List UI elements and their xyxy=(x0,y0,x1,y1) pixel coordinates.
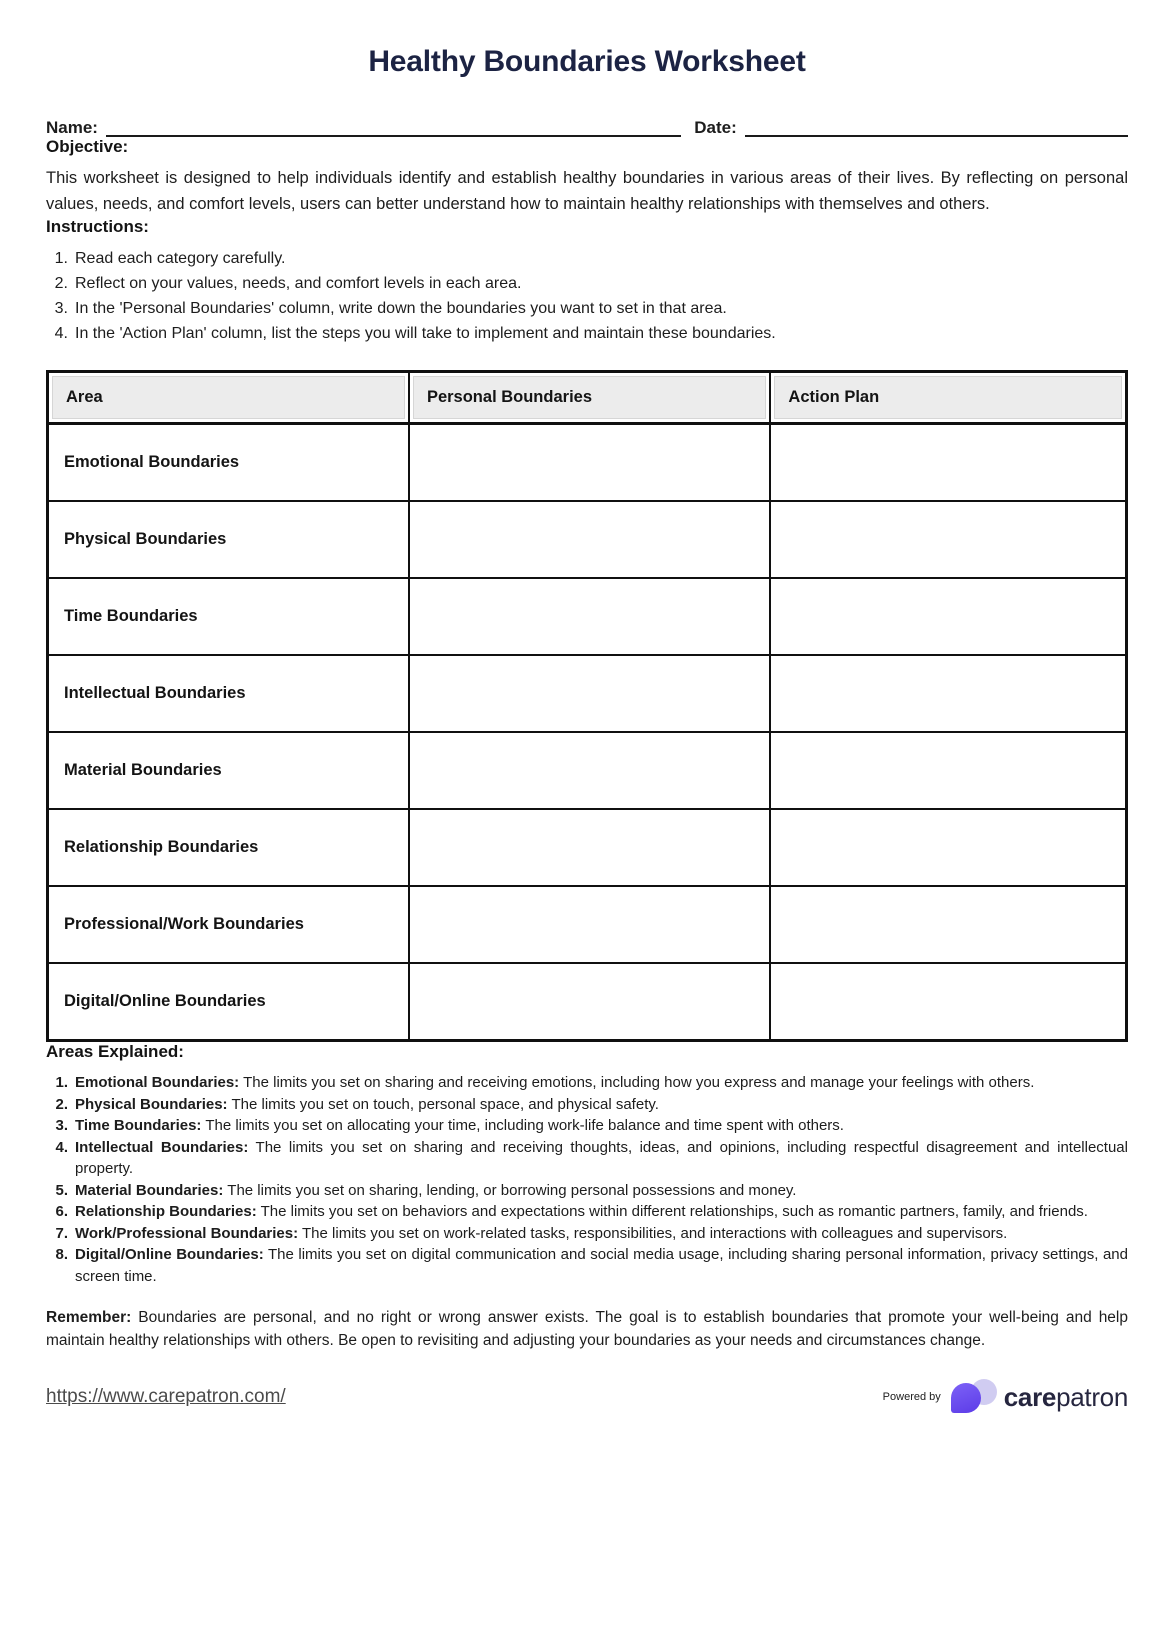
item-number: 1. xyxy=(55,1074,68,1092)
carepatron-link[interactable]: https://www.carepatron.com/ xyxy=(46,1386,286,1408)
remember-text: Boundaries are personal, and no right or wrong answer exists. The goal is to establish boundaries that promote your well-being and help maintain healthy relationships with others. Be open to revisiting and adjusting your boundaries as your needs and circumstances change. xyxy=(46,1309,1128,1349)
objective-heading: Objective: xyxy=(46,137,129,157)
action-plan-cell[interactable] xyxy=(770,655,1126,732)
instruction-number: 1. xyxy=(54,250,68,268)
table-row xyxy=(48,886,1127,963)
area-explained-item xyxy=(46,1180,1128,1202)
footer xyxy=(46,1378,1128,1416)
personal-boundaries-cell[interactable] xyxy=(409,732,770,809)
area-term: Time Boundaries: xyxy=(75,1117,202,1135)
area-term: Material Boundaries: xyxy=(75,1181,224,1199)
personal-boundaries-cell[interactable] xyxy=(409,963,770,1041)
area-label: Intellectual Boundaries xyxy=(48,655,409,732)
table-row xyxy=(48,655,1127,732)
item-number: 5. xyxy=(55,1181,68,1199)
date-label: Date: xyxy=(694,117,737,137)
instruction-number: 2. xyxy=(54,275,68,293)
column-header-personal-boundaries-label: Personal Boundaries xyxy=(413,376,766,419)
name-label: Name: xyxy=(46,117,98,137)
objective-paragraph: This worksheet is designed to help individuals identify and establish healthy boundaries in various areas of their lives. By reflecting on personal values, needs, and comfort levels, users can better understand how to maintain healthy relationships with themselves and others. xyxy=(46,169,1128,214)
action-plan-cell[interactable] xyxy=(770,424,1126,502)
column-header-area xyxy=(48,372,409,424)
instruction-number: 3. xyxy=(54,300,68,318)
column-header-action-plan xyxy=(770,372,1126,424)
column-header-personal-boundaries xyxy=(409,372,770,424)
name-input-line[interactable] xyxy=(106,118,681,137)
personal-boundaries-cell[interactable] xyxy=(409,578,770,655)
column-header-action-plan-label: Action Plan xyxy=(774,376,1122,419)
area-term: Intellectual Boundaries: xyxy=(75,1138,249,1156)
carepatron-wordmark xyxy=(1003,1382,1128,1413)
item-number: 4. xyxy=(55,1138,68,1156)
area-term: Work/Professional Boundaries: xyxy=(75,1224,299,1242)
area-label: Professional/Work Boundaries xyxy=(48,886,409,963)
brand-patron: patron xyxy=(1056,1382,1128,1413)
action-plan-cell[interactable] xyxy=(770,809,1126,886)
table-row xyxy=(48,501,1127,578)
area-explained-item xyxy=(46,1201,1128,1223)
area-definition: The limits you set on sharing and receiving emotions, including how you express and manage your feelings with others. xyxy=(243,1074,1035,1092)
item-number: 6. xyxy=(55,1203,68,1221)
instruction-item xyxy=(46,271,1128,296)
logo-purple-blob xyxy=(951,1383,981,1413)
item-number: 2. xyxy=(55,1095,68,1113)
action-plan-cell[interactable] xyxy=(770,732,1126,809)
area-explained-item xyxy=(46,1072,1128,1094)
personal-boundaries-cell[interactable] xyxy=(409,424,770,502)
brand-care: care xyxy=(1003,1382,1057,1413)
instruction-item xyxy=(46,246,1128,271)
table-row xyxy=(48,809,1127,886)
remember-note xyxy=(46,1307,1128,1352)
action-plan-cell[interactable] xyxy=(770,886,1126,963)
item-number: 7. xyxy=(55,1224,68,1242)
instruction-text: In the 'Personal Boundaries' column, write down the boundaries you want to set in that area. xyxy=(75,300,727,318)
area-explained-item xyxy=(46,1115,1128,1137)
area-definition: The limits you set on digital communication and social media usage, including sharing personal information, privacy settings, and screen time. xyxy=(75,1246,1128,1285)
table-row xyxy=(48,963,1127,1041)
table-header-row xyxy=(48,372,1127,424)
table-row xyxy=(48,578,1127,655)
area-definition: The limits you set on allocating your time, including work-life balance and time spent with others. xyxy=(205,1117,844,1135)
column-header-area-label: Area xyxy=(52,376,405,419)
area-label: Relationship Boundaries xyxy=(48,809,409,886)
instruction-text: In the 'Action Plan' column, list the steps you will take to implement and maintain these boundaries. xyxy=(75,325,776,343)
page-title: Healthy Boundaries Worksheet xyxy=(368,45,806,78)
personal-boundaries-cell[interactable] xyxy=(409,655,770,732)
instruction-number: 4. xyxy=(54,325,68,343)
area-label: Emotional Boundaries xyxy=(48,424,409,502)
carepatron-logo-icon xyxy=(951,1378,997,1416)
area-label: Physical Boundaries xyxy=(48,501,409,578)
instruction-item xyxy=(46,321,1128,346)
powered-by-label: Powered by xyxy=(882,1391,941,1404)
area-label: Time Boundaries xyxy=(48,578,409,655)
area-term: Relationship Boundaries: xyxy=(75,1203,257,1221)
areas-explained-heading: Areas Explained: xyxy=(46,1042,184,1062)
date-input-line[interactable] xyxy=(745,118,1128,137)
item-number: 3. xyxy=(55,1117,68,1135)
personal-boundaries-cell[interactable] xyxy=(409,501,770,578)
action-plan-cell[interactable] xyxy=(770,501,1126,578)
area-definition: The limits you set on work-related tasks, responsibilities, and interactions with colleagues and supervisors. xyxy=(302,1224,1008,1242)
remember-label: Remember: xyxy=(46,1309,132,1327)
area-term: Emotional Boundaries: xyxy=(75,1074,240,1092)
area-label: Material Boundaries xyxy=(48,732,409,809)
area-explained-item xyxy=(46,1244,1128,1287)
action-plan-cell[interactable] xyxy=(770,963,1126,1041)
powered-by-block xyxy=(883,1378,1128,1416)
name-date-row xyxy=(46,118,1128,137)
table-row xyxy=(48,732,1127,809)
item-number: 8. xyxy=(55,1246,68,1264)
area-term: Physical Boundaries: xyxy=(75,1095,228,1113)
table-row xyxy=(48,424,1127,502)
personal-boundaries-cell[interactable] xyxy=(409,886,770,963)
area-definition: The limits you set on behaviors and expectations within different relationships, such as romantic partners, family, and friends. xyxy=(260,1203,1088,1221)
area-explained-item xyxy=(46,1094,1128,1116)
personal-boundaries-cell[interactable] xyxy=(409,809,770,886)
instructions-heading: Instructions: xyxy=(46,217,149,237)
instruction-text: Reflect on your values, needs, and comfort levels in each area. xyxy=(75,275,522,293)
area-definition: The limits you set on sharing, lending, or borrowing personal possessions and money. xyxy=(227,1181,797,1199)
area-explained-item xyxy=(46,1137,1128,1180)
area-explained-item xyxy=(46,1223,1128,1245)
area-definition: The limits you set on sharing and receiving thoughts, ideas, and opinions, including respectful disagreement and intellectual property. xyxy=(75,1138,1128,1178)
action-plan-cell[interactable] xyxy=(770,578,1126,655)
instruction-text: Read each category carefully. xyxy=(75,250,286,268)
instructions-list xyxy=(46,246,1128,346)
area-definition: The limits you set on touch, personal space, and physical safety. xyxy=(231,1095,659,1113)
instruction-item xyxy=(46,296,1128,321)
area-label: Digital/Online Boundaries xyxy=(48,963,409,1041)
area-term: Digital/Online Boundaries: xyxy=(75,1246,264,1264)
areas-explained-list xyxy=(46,1072,1128,1287)
boundaries-table xyxy=(46,370,1128,1042)
